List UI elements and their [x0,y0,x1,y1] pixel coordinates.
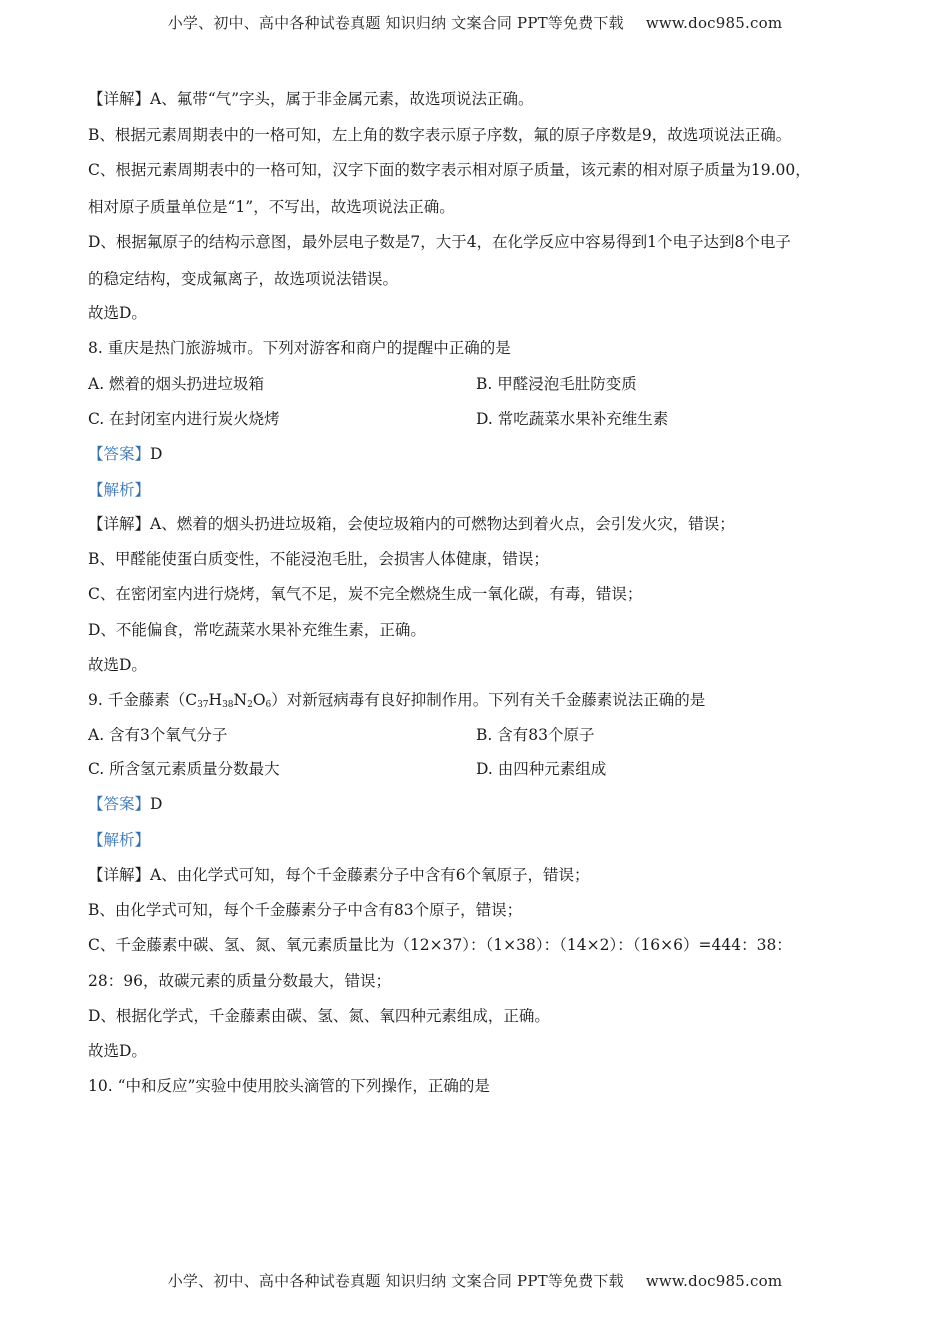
formula-sub-h: 38 [222,700,234,710]
footer-text: 小学、初中、高中各种试卷真题 知识归纳 文案合同 PPT等免费下载 [167,1272,624,1290]
q8-answer [88,443,862,465]
formula-sub-n: 2 [247,700,253,710]
footer-url[interactable]: www.doc985.com [645,1272,783,1290]
header-text: 小学、初中、高中各种试卷真题 知识归纳 文案合同 PPT等免费下载 [167,14,624,32]
q8-stem: 8. 重庆是热门旅游城市。下列对游客和商户的提醒中正确的是 [88,339,511,357]
q9-option-c: C. 所含氢元素质量分数最大 [88,760,280,778]
q8-detail-line-2: B、甲醛能使蛋白质变性，不能浸泡毛肚，会损害人体健康，错误； [88,550,549,568]
q7-detail-line-1: 【详解】A、氟带“气”字头，属于非金属元素，故选项说法正确。 [88,90,534,108]
formula-sub-c: 37 [197,700,209,710]
formula-n: N [233,691,248,709]
q9-option-d: D. 由四种元素组成 [476,760,607,778]
q7-detail-line-3: C、根据元素周期表中的一格可知，汉字下面的数字表示相对原子质量，该元素的相对原子质量为19.00， [88,161,811,179]
q9-stem-start: 9. 千金藤素（C [88,691,198,709]
q9-stem-end: ）对新冠病毒有良好抑制作用。下列有关千金藤素说法正确的是 [271,691,706,709]
q7-detail-line-2: B、根据元素周期表中的一格可知，左上角的数字表示原子序数，氟的原子序数是9，故选项说法正确。 [88,126,792,144]
q8-option-b: B. 甲醛浸泡毛肚防变质 [476,375,637,393]
q9-answer [88,793,862,815]
answer-tag: 【答案】 [88,795,151,813]
q9-stem [88,689,862,711]
q9-analysis-tag: 【解析】 [88,831,151,849]
q9-option-a: A. 含有3个氧气分子 [88,726,228,744]
formula-h: H [208,691,223,709]
q8-option-d: D. 常吃蔬菜水果补充维生素 [476,410,669,428]
q8-conclusion: 故选D。 [88,656,147,674]
q8-analysis-tag: 【解析】 [88,481,151,499]
q8-detail-line-3: C、在密闭室内进行烧烤，氧气不足，炭不完全燃烧生成一氧化碳，有毒，错误； [88,585,643,603]
q9-detail-line-1: 【详解】A、由化学式可知，每个千金藤素分子中含有6个氧原子，错误； [88,866,590,884]
answer-tag: 【答案】 [88,445,151,463]
q7-detail-line-6: 的稳定结构，变成氟离子，故选项说法错误。 [88,270,399,288]
answer-value: D [150,445,163,463]
q8-option-a: A. 燃着的烟头扔进垃圾箱 [88,375,265,393]
q9-option-b: B. 含有83个原子 [476,726,595,744]
formula-o: O [252,691,266,709]
q9-conclusion: 故选D。 [88,1042,147,1060]
q8-detail-line-1: 【详解】A、燃着的烟头扔进垃圾箱，会使垃圾箱内的可燃物达到着火点，会引发火灾，错误； [88,515,735,533]
q7-detail-line-5: D、根据氟原子的结构示意图，最外层电子数是7，大于4，在化学反应中容易得到1个电子达到8个电子 [88,233,791,251]
q7-conclusion: 故选D。 [88,304,147,322]
q8-detail-line-4: D、不能偏食，常吃蔬菜水果补充维生素，正确。 [88,621,426,639]
q10-stem: 10. “中和反应”实验中使用胶头滴管的下列操作，正确的是 [88,1077,490,1095]
page-footer [0,1270,950,1291]
q8-option-c: C. 在封闭室内进行炭火烧烤 [88,410,280,428]
q9-detail-line-2: B、由化学式可知，每个千金藤素分子中含有83个原子，错误； [88,901,523,919]
q9-detail-line-5: D、根据化学式，千金藤素由碳、氢、氮、氧四种元素组成，正确。 [88,1007,550,1025]
answer-value: D [150,795,163,813]
page-header [0,12,950,33]
header-url[interactable]: www.doc985.com [645,14,783,32]
q7-detail-line-4: 相对原子质量单位是“1”，不写出，故选项说法正确。 [88,198,455,216]
q9-detail-line-4: 28：96，故碳元素的质量分数最大，错误； [88,972,391,990]
q9-detail-line-3: C、千金藤素中碳、氢、氮、氧元素质量比为（12×37）：（1×38）：（14×2）：（16×6）=444：38： [88,936,792,954]
formula-sub-o: 6 [265,700,272,710]
